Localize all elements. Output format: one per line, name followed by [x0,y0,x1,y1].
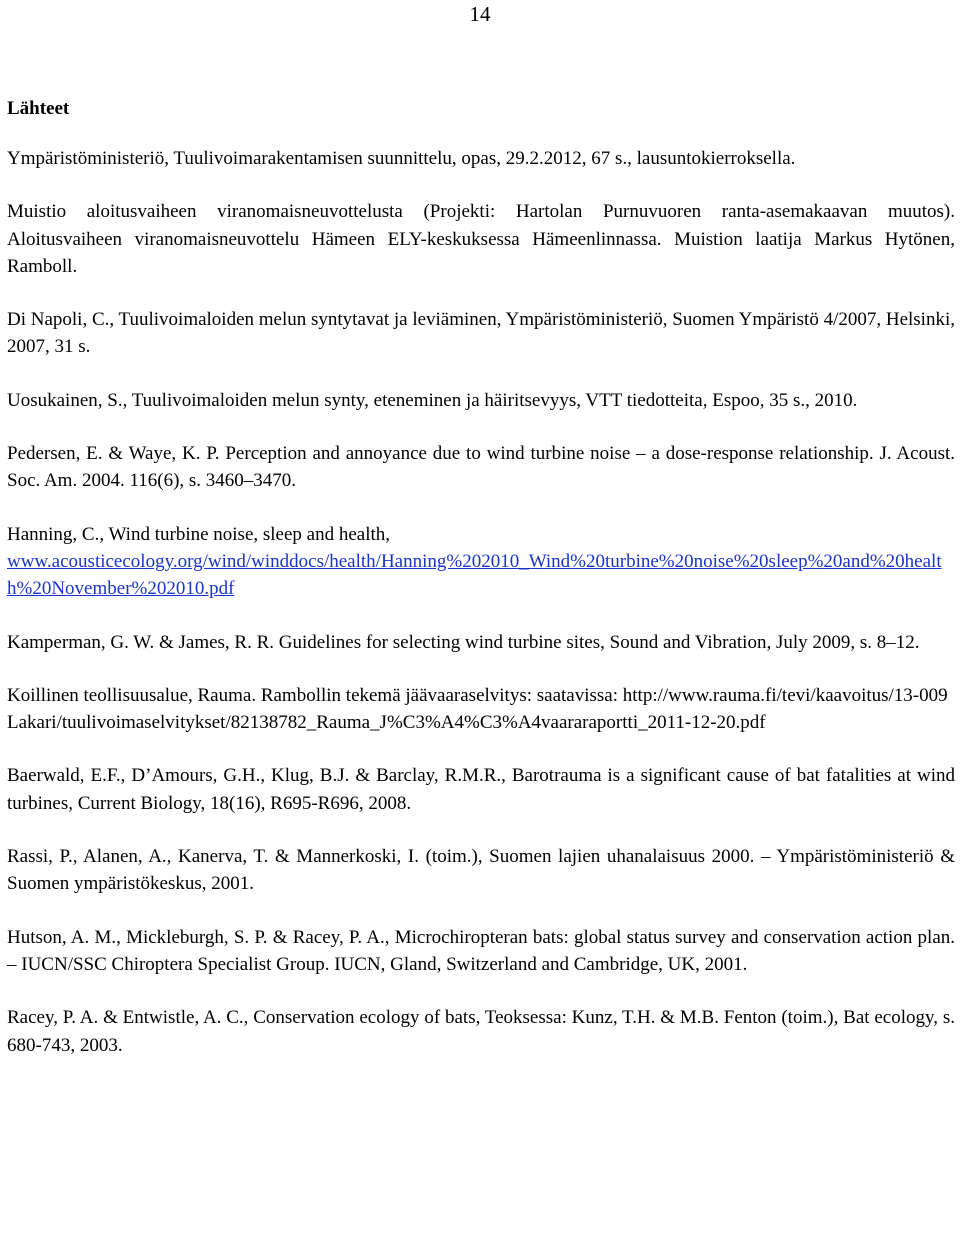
reference-text: Kamperman, G. W. & James, R. R. Guidelines for selecting wind turbine sites, Sound and Vibration, July 2009, s. 8–12. [7,631,920,653]
reference-text: Hanning, C., Wind turbine noise, sleep and health, [7,523,391,545]
reference-item [7,682,955,737]
page-number: 14 [469,2,491,26]
reference-text: Pedersen, E. & Waye, K. P. Perception and annoyance due to wind turbine noise – a dose-response relationship. J. Acoust. Soc. Am. 2004. 116(6), s. 3460–3470. [7,443,955,492]
reference-text: Muistio aloitusvaiheen viranomaisneuvottelusta (Projekti: Hartolan Purnuvuoren ranta-asemakaavan muutos). Aloitusvaiheen viranomaisneuvottelu Hämeen ELY-keskuksessa Hämeenlinnassa. Muistion laatija Markus Hytönen, Ramboll. [7,201,955,277]
reference-item [7,629,955,656]
reference-text: Racey, P. A. & Entwistle, A. C., Conservation ecology of bats, Teoksessa: Kunz, T.H. & M.B. Fenton (toim.), Bat ecology, s. 680-743, 2003. [7,1007,955,1056]
reference-item [7,198,955,280]
reference-item [7,843,955,898]
reference-text: Rassi, P., Alanen, A., Kanerva, T. & Mannerkoski, I. (toim.), Suomen lajien uhanalaisuus 2000. – Ympäristöministeriö & Suomen ympäristökeskus, 2001. [7,846,955,895]
reference-text: Uosukainen, S., Tuulivoimaloiden melun synty, eteneminen ja häiritsevyys, VTT tiedotteita, Espoo, 35 s., 2010. [7,389,858,411]
reference-item [7,440,955,495]
reference-list [7,145,955,1085]
reference-item [7,1004,955,1059]
reference-text: Koillinen teollisuusalue, Rauma. Rambollin tekemä jäävaaraselvitys: saatavissa: http://www.rauma.fi/tevi/kaavoitus/13-009Lakari/tuulivoimaselvitykset/82138782_Rauma_J%C3%A4%C3%A4vaararaportti_2011-12-20.pdf [7,684,948,734]
reference-item [7,306,955,361]
reference-item [7,387,955,414]
references-heading: Lähteet [7,98,70,119]
reference-item [7,521,955,603]
reference-text: Baerwald, E.F., D’Amours, G.H., Klug, B.J. & Barclay, R.M.R., Barotrauma is a significant cause of bat fatalities at wind turbines, Current Biology, 18(16), R695-R696, 2008. [7,765,955,814]
reference-text: Ympäristöministeriö, Tuulivoimarakentamisen suunnittelu, opas, 29.2.2012, 67 s., lausuntokierroksella. [7,148,796,169]
reference-link[interactable]: www.acousticecology.org/wind/winddocs/health/Hanning%202010_Wind%20turbine%20noise%20sleep%20and%20health%20November%202010.pdf [7,550,942,600]
reference-item [7,924,955,979]
reference-text: Di Napoli, C., Tuulivoimaloiden melun syntytavat ja leviäminen, Ympäristöministeriö, Suomen Ympäristö 4/2007, Helsinki, 2007, 31 s. [7,309,955,358]
reference-text: Hutson, A. M., Mickleburgh, S. P. & Racey, P. A., Microchiropteran bats: global status survey and conservation action plan. – IUCN/SSC Chiroptera Specialist Group. IUCN, Gland, Switzerland and Cambridge, UK, 2001. [7,926,955,975]
reference-item [7,762,955,817]
reference-item [7,145,955,172]
